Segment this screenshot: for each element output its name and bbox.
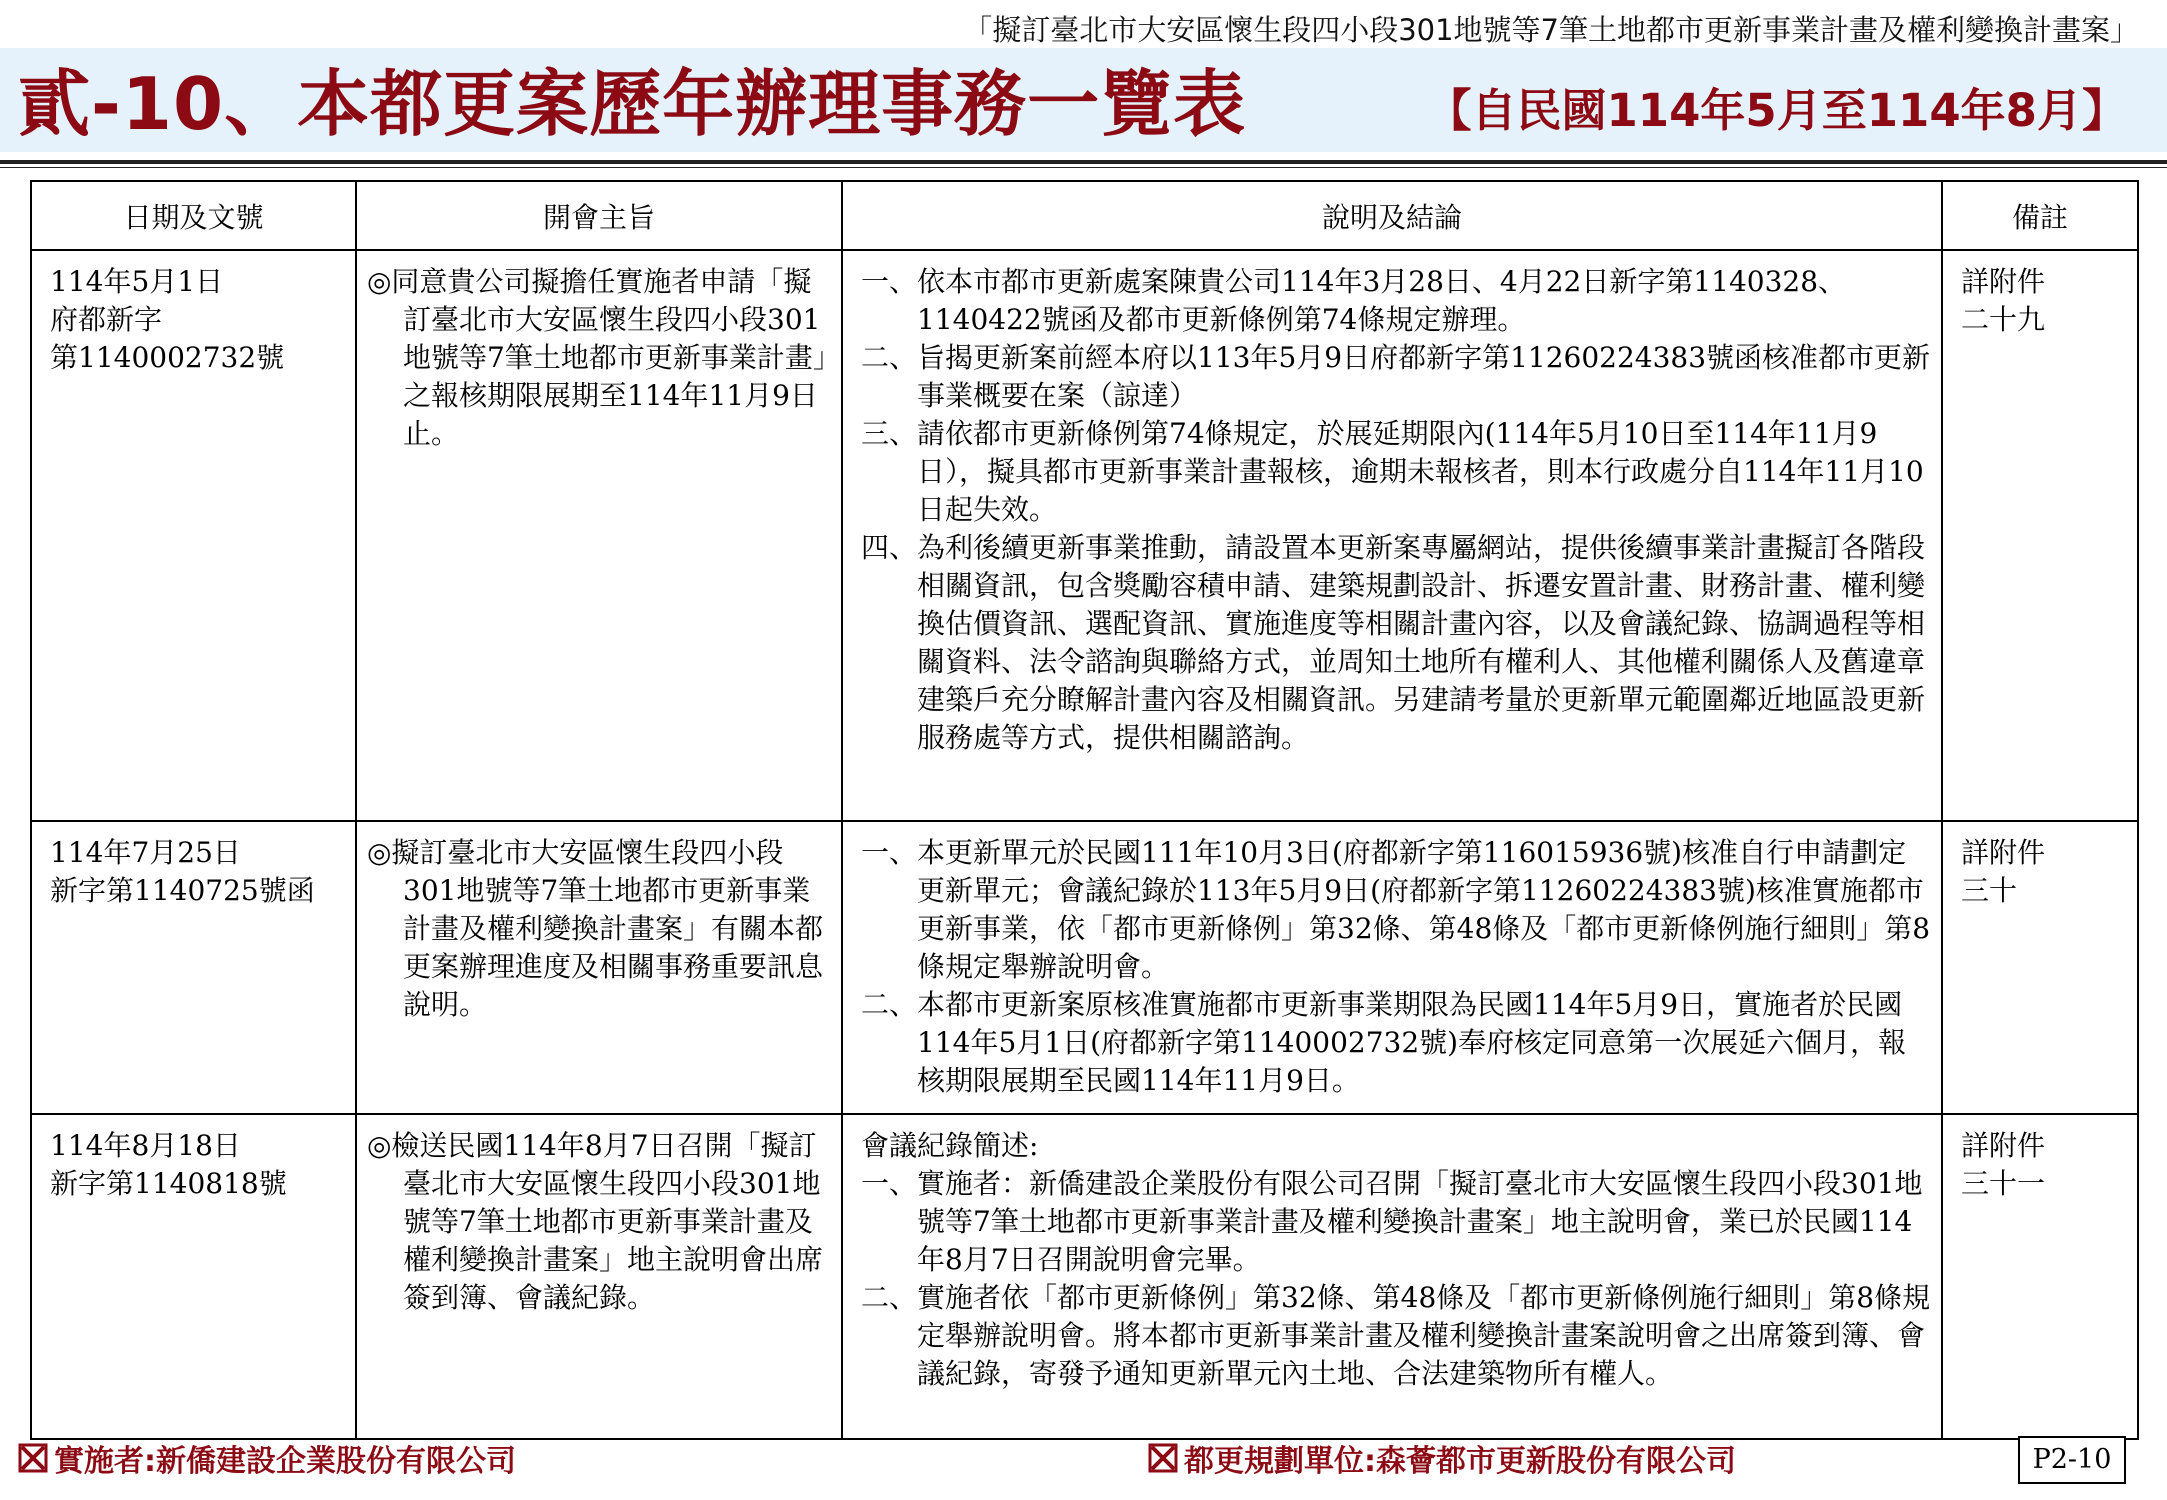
implementer-label: [18, 1436, 516, 1480]
implementer-text: 實施者:新僑建設企業股份有限公司: [54, 1444, 516, 1479]
date-cell: [31, 250, 356, 821]
note-cell: [1942, 250, 2138, 821]
planner-label: [1148, 1436, 1736, 1480]
x-square-icon: [18, 1443, 48, 1473]
header-date: 日期及文號: [31, 181, 356, 250]
topic-text: ◎檢送民國114年8月7日召開「擬訂臺北市大安區懷生段四小段301地號等7筆土地都市更新事業計畫及權利變換計畫案」地主說明會出席簽到簿、會議紀錄。: [367, 1129, 824, 1314]
description-cell: [842, 821, 1942, 1114]
topic-cell: [356, 250, 842, 821]
header-description: 說明及結論: [842, 181, 1942, 250]
date-line: 新字第1140725號函: [50, 874, 315, 907]
date-line: 第1140002732號: [50, 341, 285, 374]
note-line: 三十一: [1961, 1167, 2046, 1200]
date-line: 114年5月1日: [50, 265, 224, 298]
topic-cell: [356, 1114, 842, 1439]
date-line: 府都新字: [50, 303, 163, 336]
topic-text: ◎同意貴公司擬擔任實施者申請「擬訂臺北市大安區懷生段四小段301地號等7筆土地都市更新事業計畫」之報核期限展期至114年11月9日止。: [367, 265, 827, 450]
note-line: 二十九: [1961, 303, 2046, 336]
table-row: [31, 250, 2138, 821]
date-line: 114年8月18日: [50, 1129, 241, 1162]
date-line: 114年7月25日: [50, 836, 241, 869]
note-line: 詳附件: [1961, 265, 2046, 298]
description-item: 一、本更新單元於民國111年10月3日(府都新字第116015936號)核准自行申請劃定更新單元；會議紀錄於113年5月9日(府都新字第11260224383號)核准實施都市更新事業，依「都市更新條例」第32條、第48條及「都市更新條例施行細則」第8條規定舉辦說明會。: [861, 836, 1931, 983]
description-intro: 會議紀錄簡述:: [861, 1129, 1039, 1162]
date-cell: [31, 1114, 356, 1439]
description-cell: [842, 250, 1942, 821]
date-cell: [31, 821, 356, 1114]
x-square-icon: [1148, 1443, 1178, 1473]
description-item: 三、請依都市更新條例第74條規定，於展延期限內(114年5月10日至114年11月9日），擬具都市更新事業計畫報核，逾期未報核者，則本行政處分自114年11月10日起失效。: [861, 417, 1924, 526]
header-divider-thin: [0, 167, 2167, 168]
note-cell: [1942, 1114, 2138, 1439]
page-title: 貳-10、本都更案歷年辦理事務一覽表: [18, 62, 1247, 146]
description-item: 一、依本市都市更新處案陳貴公司114年3月28日、4月22日新字第1140328、1140422號函及都市更新條例第74條規定辦理。: [861, 265, 1847, 336]
header-topic: 開會主旨: [356, 181, 842, 250]
topic-cell: [356, 821, 842, 1114]
date-line: 新字第1140818號: [50, 1167, 287, 1200]
document-subtitle: 「擬訂臺北市大安區懷生段四小段301地號等7筆土地都市更新事業計畫及權利變換計畫案」: [963, 13, 2139, 47]
table-header-row: [31, 181, 2138, 250]
note-line: 詳附件: [1961, 1129, 2046, 1162]
header-divider: [0, 160, 2167, 164]
description-item: 二、旨揭更新案前經本府以113年5月9日府都新字第11260224383號函核准都市更新事業概要在案（諒達）: [861, 341, 1931, 412]
period-label: 【自民國114年5月至114年8月】: [1426, 84, 2127, 137]
description-item: 四、為利後續更新事業推動，請設置本更新案專屬網站，提供後續事業計畫擬訂各階段相關資訊，包含獎勵容積申請、建築規劃設計、拆遷安置計畫、財務計畫、權利變換估價資訊、選配資訊、實施進度等相關計畫內容，以及會議紀錄、協調過程等相關資料、法令諮詢與聯絡方式，並周知土地所有權利人、其他權利關係人及舊違章建築戶充分瞭解計畫內容及相關資訊。另建請考量於更新單元範圍鄰近地區設更新服務處等方式，提供相關諮詢。: [861, 531, 1926, 754]
table-row: [31, 821, 2138, 1114]
note-line: 詳附件: [1961, 836, 2046, 869]
note-cell: [1942, 821, 2138, 1114]
page-number: P2-10: [2018, 1436, 2126, 1484]
description-item: 一、實施者：新僑建設企業股份有限公司召開「擬訂臺北市大安區懷生段四小段301地號等7筆土地都市更新事業計畫及權利變換計畫案」地主說明會，業已於民國114年8月7日召開說明會完畢。: [861, 1167, 1923, 1276]
planner-text: 都更規劃單位:森薈都市更新股份有限公司: [1184, 1444, 1736, 1479]
description-item: 二、本都市更新案原核准實施都市更新事業期限為民國114年5月9日，實施者於民國114年5月1日(府都新字第1140002732號)奉府核定同意第一次展延六個月，報核期限展期至民國114年11月9日。: [861, 988, 1907, 1097]
description-item: 二、實施者依「都市更新條例」第32條、第48條及「都市更新條例施行細則」第8條規定舉辦說明會。將本都市更新事業計畫及權利變換計畫案說明會之出席簽到簿、會議紀錄，寄發予通知更新單元內土地、合法建築物所有權人。: [861, 1281, 1931, 1390]
table-row: [31, 1114, 2138, 1439]
description-cell: [842, 1114, 1942, 1439]
note-line: 三十: [1961, 874, 2018, 907]
topic-text: ◎擬訂臺北市大安區懷生段四小段301地號等7筆土地都市更新事業計畫及權利變換計畫案」有關本都更案辦理進度及相關事務重要訊息說明。: [367, 836, 824, 1021]
affairs-table: [30, 180, 2139, 1440]
header-note: 備註: [1942, 181, 2138, 250]
